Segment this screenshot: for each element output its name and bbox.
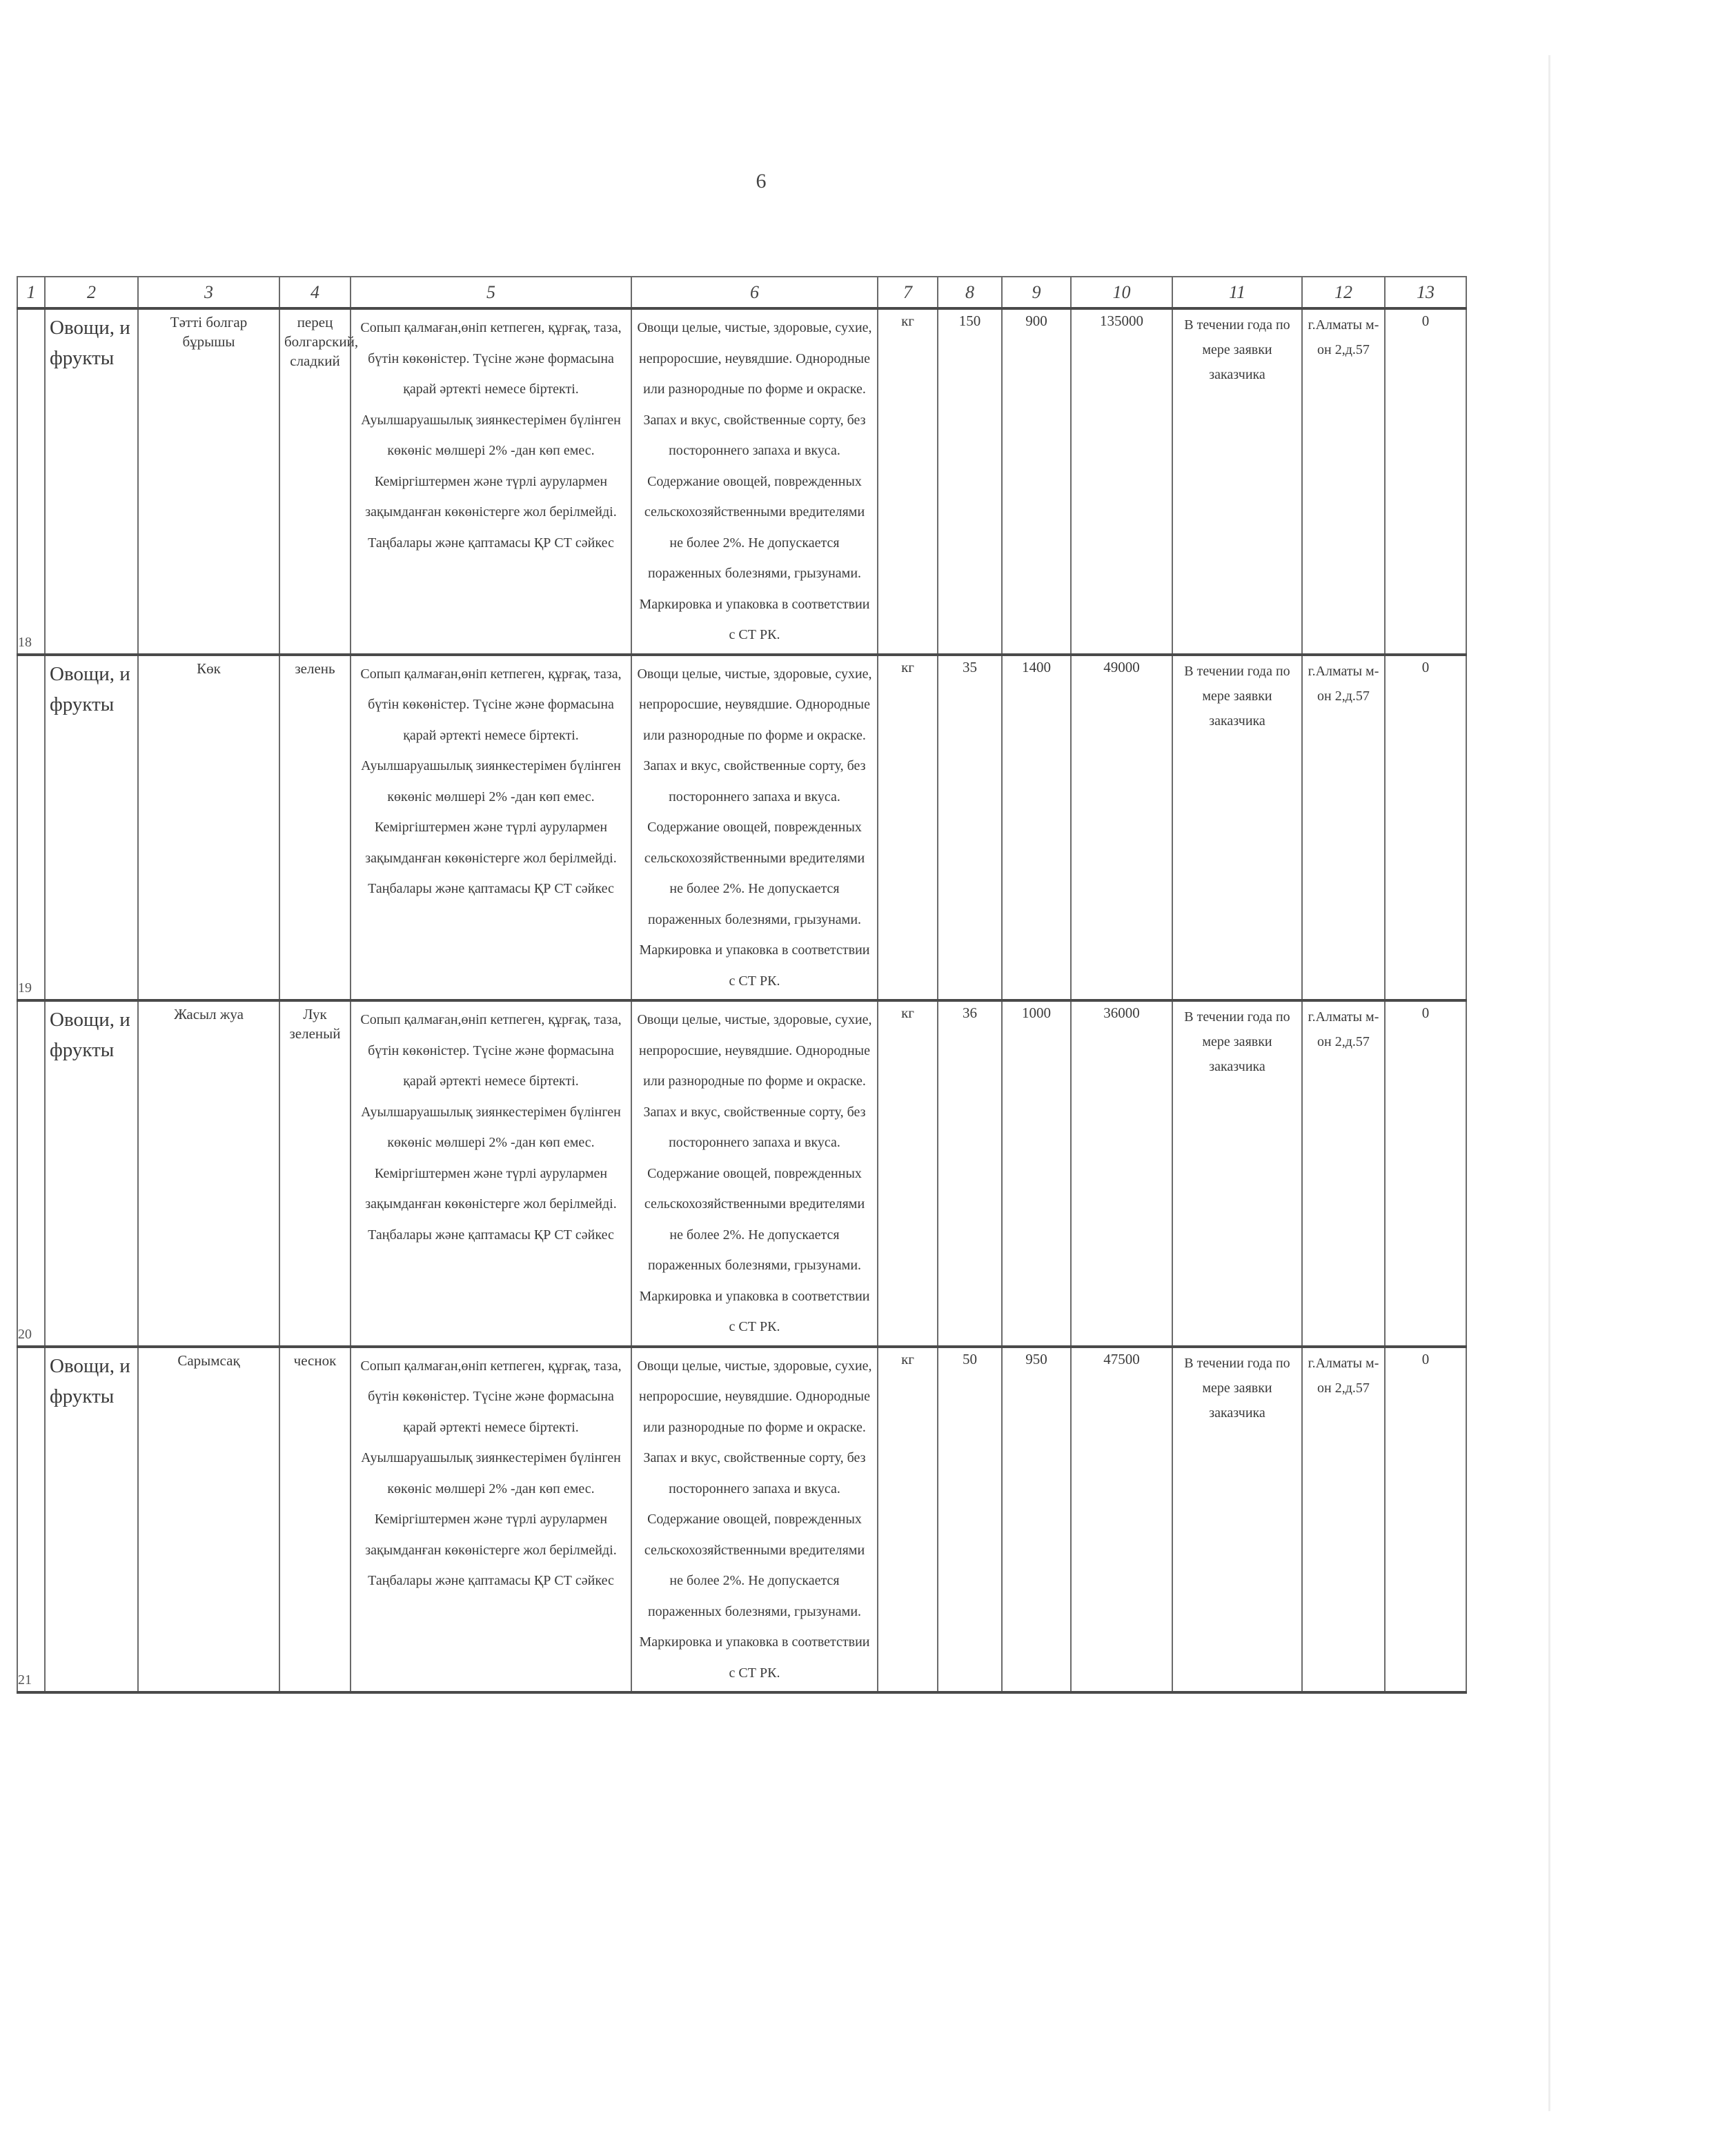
delivery-place-cell: г.Алматы м-он 2,д.57 [1302, 308, 1385, 655]
name-ru-cell: Лук зеленый [279, 1000, 351, 1347]
row-number: 20 [18, 1326, 32, 1342]
price-cell: 1000 [1002, 1000, 1071, 1347]
amount-cell: 36000 [1071, 1000, 1172, 1347]
table-row [17, 1347, 1466, 1693]
name-kk-cell: Көк [138, 655, 279, 1001]
description-kk-cell: Сопып қалмаған,өніп кетпеген, құрғақ, таза, бүтін көкөністер. Түсіне және формасына қарай әртекті немесе біртекті. Ауылшаруашылық зиянкестерімен бүлінген көкөніс мөлшері 2% -дан көп емес. Кеміргіштермен және түрлі аурулармен зақымданған көкөністерге жол берілмейді. Таңбалары және қаптамасы ҚР СТ сәйкес [351, 655, 631, 1001]
column-header: 7 [878, 277, 938, 308]
row-number-cell [17, 1347, 45, 1693]
advance-cell: 0 [1385, 308, 1466, 655]
description-ru-cell: Овощи целые, чистые, здоровые, сухие, непроросшие, неувядшие. Однородные или разнородные по форме и окраске. Запах и вкус, свойственные сорту, без постороннего запаха и вкуса. Содержание овощей, поврежденных сельскохозяйственными вредителями не более 2%. Не допускается пораженных болезнями, грызунами. Маркировка и упаковка в соответствии с СТ РК. [631, 1347, 878, 1693]
name-ru-cell: чеснок [279, 1347, 351, 1693]
amount-cell: 47500 [1071, 1347, 1172, 1693]
delivery-place-cell: г.Алматы м-он 2,д.57 [1302, 655, 1385, 1001]
column-header: 13 [1385, 277, 1466, 308]
description-ru-cell: Овощи целые, чистые, здоровые, сухие, непроросшие, неувядшие. Однородные или разнородные по форме и окраске. Запах и вкус, свойственные сорту, без постороннего запаха и вкуса. Содержание овощей, поврежденных сельскохозяйственными вредителями не более 2%. Не допускается пораженных болезнями, грызунами. Маркировка и упаковка в соответствии с СТ РК. [631, 1000, 878, 1347]
delivery-terms-cell: В течении года по мере заявки заказчика [1172, 308, 1302, 655]
column-header: 8 [938, 277, 1002, 308]
table-row [17, 655, 1466, 1001]
description-kk-cell: Сопып қалмаған,өніп кетпеген, құрғақ, таза, бүтін көкөністер. Түсіне және формасына қарай әртекті немесе біртекті. Ауылшаруашылық зиянкестерімен бүлінген көкөніс мөлшері 2% -дан көп емес. Кеміргіштермен және түрлі аурулармен зақымданған көкөністерге жол берілмейді. Таңбалары және қаптамасы ҚР СТ сәйкес [351, 1347, 631, 1693]
name-ru-cell: зелень [279, 655, 351, 1001]
specification-table [17, 276, 1467, 1694]
table-row [17, 308, 1466, 655]
row-number-cell [17, 655, 45, 1001]
scan-edge-line [1548, 55, 1550, 2111]
column-header: 9 [1002, 277, 1071, 308]
column-header: 12 [1302, 277, 1385, 308]
column-header: 1 [17, 277, 45, 308]
delivery-terms-cell: В течении года по мере заявки заказчика [1172, 655, 1302, 1001]
delivery-terms-cell: В течении года по мере заявки заказчика [1172, 1347, 1302, 1693]
name-kk-cell: Сарымсақ [138, 1347, 279, 1693]
unit-cell: кг [878, 308, 938, 655]
unit-cell: кг [878, 1000, 938, 1347]
category-cell: Овощи, и фрукты [45, 1347, 138, 1693]
name-kk-cell: Тәтті болгар бұрышы [138, 308, 279, 655]
row-number: 19 [18, 980, 32, 996]
row-number-cell [17, 1000, 45, 1347]
amount-cell: 135000 [1071, 308, 1172, 655]
amount-cell: 49000 [1071, 655, 1172, 1001]
header-row [17, 277, 1466, 308]
column-header: 4 [279, 277, 351, 308]
quantity-cell: 150 [938, 308, 1002, 655]
name-ru-cell: перец болгарский, сладкий [279, 308, 351, 655]
description-ru-cell: Овощи целые, чистые, здоровые, сухие, непроросшие, неувядшие. Однородные или разнородные по форме и окраске. Запах и вкус, свойственные сорту, без постороннего запаха и вкуса. Содержание овощей, поврежденных сельскохозяйственными вредителями не более 2%. Не допускается пораженных болезнями, грызунами. Маркировка и упаковка в соответствии с СТ РК. [631, 655, 878, 1001]
description-kk-cell: Сопып қалмаған,өніп кетпеген, құрғақ, таза, бүтін көкөністер. Түсіне және формасына қарай әртекті немесе біртекті. Ауылшаруашылық зиянкестерімен бүлінген көкөніс мөлшері 2% -дан көп емес. Кеміргіштермен және түрлі аурулармен зақымданған көкөністерге жол берілмейді. Таңбалары және қаптамасы ҚР СТ сәйкес [351, 308, 631, 655]
quantity-cell: 35 [938, 655, 1002, 1001]
price-cell: 900 [1002, 308, 1071, 655]
delivery-terms-cell: В течении года по мере заявки заказчика [1172, 1000, 1302, 1347]
column-header: 2 [45, 277, 138, 308]
price-cell: 950 [1002, 1347, 1071, 1693]
row-number-cell [17, 308, 45, 655]
description-kk-cell: Сопып қалмаған,өніп кетпеген, құрғақ, таза, бүтін көкөністер. Түсіне және формасына қарай әртекті немесе біртекті. Ауылшаруашылық зиянкестерімен бүлінген көкөніс мөлшері 2% -дан көп емес. Кеміргіштермен және түрлі аурулармен зақымданған көкөністерге жол берілмейді. Таңбалары және қаптамасы ҚР СТ сәйкес [351, 1000, 631, 1347]
column-header: 11 [1172, 277, 1302, 308]
name-kk-cell: Жасыл жуа [138, 1000, 279, 1347]
column-header: 5 [351, 277, 631, 308]
page-number: 6 [756, 170, 767, 192]
description-ru-cell: Овощи целые, чистые, здоровые, сухие, непроросшие, неувядшие. Однородные или разнородные по форме и окраске. Запах и вкус, свойственные сорту, без постороннего запаха и вкуса. Содержание овощей, поврежденных сельскохозяйственными вредителями не более 2%. Не допускается пораженных болезнями, грызунами. Маркировка и упаковка в соответствии с СТ РК. [631, 308, 878, 655]
price-cell: 1400 [1002, 655, 1071, 1001]
delivery-place-cell: г.Алматы м-он 2,д.57 [1302, 1000, 1385, 1347]
row-number: 21 [18, 1672, 32, 1688]
category-cell: Овощи, и фрукты [45, 1000, 138, 1347]
delivery-place-cell: г.Алматы м-он 2,д.57 [1302, 1347, 1385, 1693]
category-cell: Овощи, и фрукты [45, 308, 138, 655]
category-cell: Овощи, и фрукты [45, 655, 138, 1001]
row-number: 18 [18, 634, 32, 650]
table-row [17, 1000, 1466, 1347]
column-header: 6 [631, 277, 878, 308]
quantity-cell: 50 [938, 1347, 1002, 1693]
unit-cell: кг [878, 1347, 938, 1693]
column-header: 3 [138, 277, 279, 308]
advance-cell: 0 [1385, 1347, 1466, 1693]
unit-cell: кг [878, 655, 938, 1001]
advance-cell: 0 [1385, 1000, 1466, 1347]
quantity-cell: 36 [938, 1000, 1002, 1347]
column-header: 10 [1071, 277, 1172, 308]
advance-cell: 0 [1385, 655, 1466, 1001]
